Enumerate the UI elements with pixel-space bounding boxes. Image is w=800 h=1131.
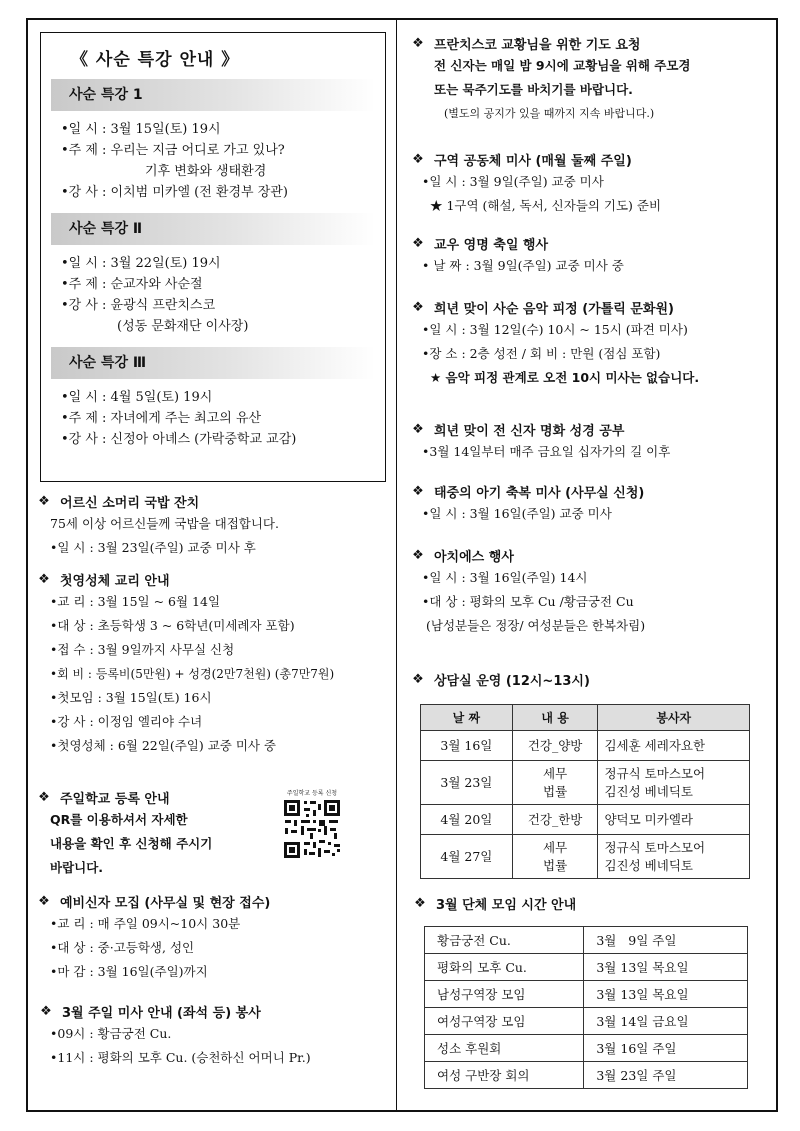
cell-line: 김진성 베네딕토: [604, 857, 693, 873]
catechumen-section: [28, 890, 398, 984]
diamond-bullet-icon: ❖: [412, 483, 424, 499]
sunday-school-line: 바랍니다.: [50, 860, 104, 875]
acies-line: •일 시 : 3월 16일(주일) 14시: [422, 570, 588, 585]
music-notice: ★ 음악 피정 관계로 오전 10시 미사는 없습니다.: [430, 370, 700, 385]
lecture-date: •일 시 : 4월 5일(토) 19시: [61, 390, 213, 405]
bulletin-page: [26, 18, 778, 1112]
cell-line: 세무: [543, 839, 568, 855]
pope-line: 또는 묵주기도를 바치기를 바랍니다.: [434, 82, 633, 97]
table-cell: [512, 761, 598, 805]
qr-code-icon: [282, 798, 342, 860]
elders-line: 75세 이상 어르신들께 국밥을 대접합니다.: [50, 516, 279, 531]
table-cell: 황금궁전 Cu.: [425, 927, 584, 954]
section-title: 어르신 소머리 국밥 잔치: [60, 495, 200, 511]
cell-line: 세무: [543, 765, 568, 781]
lecture-body-2: [51, 245, 375, 343]
lecture-title: 《 사순 특강 안내 》: [71, 50, 240, 70]
lecture-topic-cont: 기후 변화와 생태환경: [145, 164, 267, 179]
section-title: 예비신자 모집 (사무실 및 현장 접수): [60, 895, 271, 911]
diamond-bullet-icon: ❖: [40, 1003, 52, 1019]
table-cell: 평화의 모후 Cu.: [425, 954, 584, 981]
district-line: •일 시 : 3월 9일(주일) 교중 미사: [422, 174, 604, 189]
mass-service-section: [28, 1000, 398, 1070]
lecture-topic: •주 제 : 자녀에게 주는 최고의 유산: [61, 411, 262, 426]
diamond-bullet-icon: ❖: [412, 235, 424, 251]
table-cell: 건강_한방: [512, 805, 598, 835]
section-title: 교우 영명 축일 행사: [434, 237, 549, 253]
table-cell: 여성구역장 모임: [425, 1008, 584, 1035]
lecture-date: •일 시 : 3월 15일(토) 19시: [61, 122, 221, 137]
table-row: [421, 805, 750, 835]
column-header: 봉사자: [598, 705, 750, 731]
diamond-bullet-icon: ❖: [38, 493, 50, 509]
lecture-speaker: •강 사 : 이치범 미카엘 (전 환경부 장관): [61, 185, 288, 200]
communion-line: •강 사 : 이정임 엘리야 수녀: [50, 714, 203, 729]
table-cell: 양덕모 미카엘라: [598, 805, 750, 835]
counsel-table: [420, 704, 750, 879]
lecture-body-3: [51, 379, 375, 456]
table-cell: 3월 23일: [421, 761, 513, 805]
music-line: •장 소 : 2층 성전 / 회 비 : 만원 (점심 포함): [422, 346, 661, 361]
table-row: [421, 835, 750, 879]
table-row: [421, 731, 750, 761]
cell-line: 법률: [543, 857, 568, 873]
lenten-lecture-box: [40, 32, 386, 482]
pope-line: 전 신자는 매일 밤 9시에 교황님을 위해 주모경: [434, 58, 691, 73]
column-header: 내 용: [512, 705, 598, 731]
section-title: 프란치스코 교황님을 위한 기도 요청: [434, 37, 641, 53]
group-meetings-table: [424, 926, 748, 1089]
table-row: [425, 1062, 748, 1089]
table-cell: [512, 835, 598, 879]
table-row: [425, 1035, 748, 1062]
section-title: 태중의 아기 축복 미사 (사무실 신청): [434, 485, 645, 501]
section-title: 희년 맞이 전 신자 명화 성경 공부: [434, 423, 625, 439]
table-cell: [598, 761, 750, 805]
section-title: 구역 공동체 미사 (매월 둘째 주일): [434, 153, 632, 169]
table-row: [421, 761, 750, 805]
diamond-bullet-icon: ❖: [38, 789, 50, 805]
catechumen-line: •대 상 : 중·고등학생, 성인: [50, 940, 195, 955]
lecture-body-1: [51, 111, 375, 209]
communion-line: •교 리 : 3월 15일 ~ 6월 14일: [50, 594, 221, 609]
elders-date: •일 시 : 3월 23일(주일) 교중 미사 후: [50, 540, 256, 555]
table-cell: 3월 14일 금요일: [584, 1008, 748, 1035]
mass-service-line: •09시 : 황금궁전 Cu.: [50, 1026, 172, 1041]
cell-line: 정규식 토마스모어: [604, 765, 706, 781]
table-cell: 남성구역장 모임: [425, 981, 584, 1008]
lecture-heading-2: 사순 특강 Ⅱ: [51, 213, 375, 245]
communion-line: •대 상 : 초등학생 3 ~ 6학년(미세례자 포함): [50, 618, 295, 633]
lecture-speaker: •강 사 : 신정아 아녜스 (가락중학교 교감): [61, 432, 297, 447]
sunday-school-line: 내용을 확인 후 신청해 주시기: [50, 836, 213, 851]
communion-line: •첫영성체 : 6월 22일(주일) 교중 미사 중: [50, 738, 277, 753]
cell-line: 법률: [543, 783, 568, 799]
communion-line: •접 수 : 3월 9일까지 사무실 신청: [50, 642, 235, 657]
music-retreat-section: [400, 296, 780, 390]
diamond-bullet-icon: ❖: [38, 571, 50, 587]
cell-line: 김진성 베네딕토: [604, 783, 693, 799]
cell-line: 정규식 토마스모어: [604, 839, 706, 855]
table-row: [425, 981, 748, 1008]
section-title: 주일학교 등록 안내: [60, 791, 170, 807]
communion-section: [28, 568, 398, 758]
table-cell: 4월 27일: [421, 835, 513, 879]
bible-line: •3월 14일부터 매주 금요일 십자가의 길 이후: [422, 444, 671, 459]
section-title: 3월 주일 미사 안내 (좌석 등) 봉사: [62, 1005, 261, 1021]
lecture-heading-3: 사순 특강 Ⅲ: [51, 347, 375, 379]
acies-note: (남성분들은 정장/ 여성분들은 한복차림): [426, 618, 646, 633]
communion-line: •회 비 : 등록비(5만원) + 성경(2만7천원) (총7만7원): [50, 667, 335, 681]
table-row: [425, 954, 748, 981]
music-line: •일 시 : 3월 12일(수) 10시 ~ 15시 (파견 미사): [422, 322, 688, 337]
section-title: 희년 맞이 사순 음악 피정 (가톨릭 문화원): [434, 301, 674, 317]
section-title: 아치에스 행사: [434, 549, 514, 565]
catechumen-line: •마 감 : 3월 16일(주일)까지: [50, 964, 208, 979]
table-cell: [598, 835, 750, 879]
table-row: [425, 1008, 748, 1035]
sunday-school-line: QR를 이용하셔서 자세한: [50, 812, 188, 827]
district-note: ★ 1구역 (해설, 독서, 신자들의 기도) 준비: [430, 198, 662, 213]
section-title: 첫영성체 교리 안내: [60, 573, 170, 589]
table-cell: 성소 후원회: [425, 1035, 584, 1062]
table-cell: 여성 구반장 회의: [425, 1062, 584, 1089]
lecture-heading-1: 사순 특강 1: [51, 79, 375, 111]
diamond-bullet-icon: ❖: [412, 151, 424, 167]
group-meetings-section: [400, 892, 780, 914]
patron-feast-section: [400, 232, 780, 278]
section-title: 3월 단체 모임 시간 안내: [436, 897, 577, 913]
section-title: 상담실 운영 (12시~13시): [434, 673, 590, 689]
patron-line: • 날 짜 : 3월 9일(주일) 교중 미사 중: [422, 258, 624, 273]
baby-line: •일 시 : 3월 16일(주일) 교중 미사: [422, 506, 612, 521]
acies-section: [400, 544, 780, 638]
communion-line: •첫모임 : 3월 15일(토) 16시: [50, 690, 212, 705]
qr-caption: 주일학교 등록 신청: [286, 790, 338, 797]
diamond-bullet-icon: ❖: [414, 895, 426, 911]
table-row: [425, 927, 748, 954]
diamond-bullet-icon: ❖: [412, 671, 424, 687]
table-cell: 3월 23일 주일: [584, 1062, 748, 1089]
pope-note: (별도의 공지가 있을 때까지 지속 바랍니다.): [444, 107, 655, 120]
pope-prayer-section: [400, 32, 780, 126]
registration-qr-code[interactable]: [282, 788, 342, 864]
district-mass-section: [400, 148, 780, 218]
table-cell: 3월 9일 주일: [584, 927, 748, 954]
counsel-section: [400, 668, 780, 690]
column-header: 날 짜: [421, 705, 513, 731]
elders-section: [28, 490, 398, 560]
bible-study-section: [400, 418, 780, 464]
table-cell: 3월 16일 주일: [584, 1035, 748, 1062]
baby-blessing-section: [400, 480, 780, 526]
acies-line: •대 상 : 평화의 모후 Cu /황금궁전 Cu: [422, 594, 634, 609]
table-cell: 3월 16일: [421, 731, 513, 761]
catechumen-line: •교 리 : 매 주일 09시~10시 30분: [50, 916, 241, 931]
sunday-school-section: [28, 786, 398, 880]
mass-service-line: •11시 : 평화의 모후 Cu. (승천하신 어머니 Pr.): [50, 1050, 311, 1065]
lecture-topic: •주 제 : 순교자와 사순절: [61, 277, 203, 292]
table-cell: 4월 20일: [421, 805, 513, 835]
lecture-topic: •주 제 : 우리는 지금 어디로 가고 있나?: [61, 143, 285, 158]
column-divider: [396, 18, 397, 1112]
lecture-speaker: •강 사 : 윤광식 프란치스코: [61, 298, 216, 313]
diamond-bullet-icon: ❖: [412, 421, 424, 437]
table-cell: 건강_양방: [512, 731, 598, 761]
table-cell: 3월 13일 목요일: [584, 981, 748, 1008]
lecture-speaker-cont: (성동 문화재단 이사장): [117, 319, 249, 334]
table-cell: 3월 13일 목요일: [584, 954, 748, 981]
diamond-bullet-icon: ❖: [412, 547, 424, 563]
table-cell: 김세훈 세레자요한: [598, 731, 750, 761]
lecture-date: •일 시 : 3월 22일(토) 19시: [61, 256, 221, 271]
diamond-bullet-icon: ❖: [412, 299, 424, 315]
diamond-bullet-icon: ❖: [412, 35, 424, 51]
diamond-bullet-icon: ❖: [38, 893, 50, 909]
table-header-row: [421, 705, 750, 731]
